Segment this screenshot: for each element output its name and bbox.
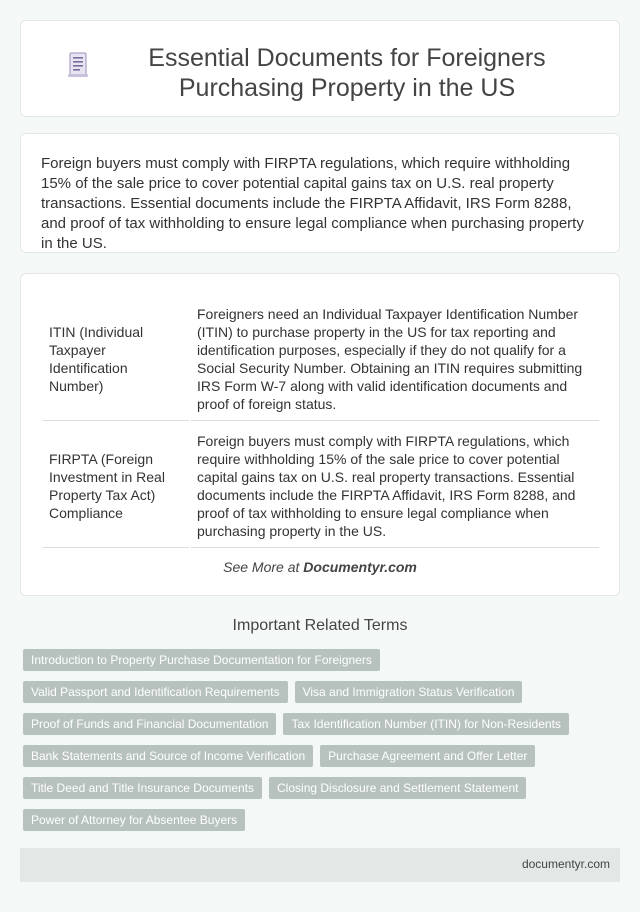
see-more-site: Documentyr.com <box>303 559 417 575</box>
term-cell: FIRPTA (Foreign Investment in Real Property Tax Act) Compliance <box>43 423 189 548</box>
footer <box>20 848 620 882</box>
see-more-link[interactable] <box>21 559 619 575</box>
related-term-tag[interactable]: Visa and Immigration Status Verification <box>295 681 523 703</box>
intro-card <box>20 133 620 253</box>
terms-table-card <box>20 273 620 596</box>
related-term-tag[interactable]: Bank Statements and Source of Income Verification <box>23 745 313 767</box>
title-card <box>20 20 620 117</box>
related-term-tag[interactable]: Title Deed and Title Insurance Documents <box>23 777 262 799</box>
related-term-tag[interactable]: Introduction to Property Purchase Documentation for Foreigners <box>23 649 380 671</box>
description-cell: Foreign buyers must comply with FIRPTA regulations, which require withholding 15% of the sale price to cover potential capital gains tax on U.S. real property transactions. Essential documents include the FIRPTA Affidavit, IRS Form 8288, and proof of tax withholding to ensure legal compliance when purchasing property in the US. <box>191 423 599 548</box>
related-term-tag[interactable]: Tax Identification Number (ITIN) for Non-Residents <box>283 713 568 735</box>
term-cell: ITIN (Individual Taxpayer Identification Number) <box>43 296 189 421</box>
related-term-tag[interactable]: Valid Passport and Identification Requirements <box>23 681 288 703</box>
see-more-prefix: See More at <box>223 559 304 575</box>
related-term-tag[interactable]: Purchase Agreement and Offer Letter <box>320 745 535 767</box>
related-term-tag[interactable]: Power of Attorney for Absentee Buyers <box>23 809 245 831</box>
related-term-tag[interactable]: Proof of Funds and Financial Documentation <box>23 713 276 735</box>
intro-paragraph: Foreign buyers must comply with FIRPTA regulations, which require withholding 15% of the sale price to cover potential capital gains tax on U.S. real property transactions. Essential documents include the FIRPTA Affidavit, IRS Form 8288, and proof of tax withholding to ensure legal compliance when purchasing property in the US. <box>41 155 584 252</box>
related-terms-list <box>23 649 583 831</box>
footer-site-link[interactable]: documentyr.com <box>521 857 610 871</box>
page-title: Essential Documents for Foreigners Purchasing Property in the US <box>148 44 546 102</box>
table-row <box>43 423 599 548</box>
terms-table <box>41 294 601 550</box>
table-row <box>43 296 599 421</box>
related-terms-heading: Important Related Terms <box>232 617 408 634</box>
related-term-tag[interactable]: Closing Disclosure and Settlement Statement <box>269 777 526 799</box>
description-cell: Foreigners need an Individual Taxpayer Identification Number (ITIN) to purchase property in the US for tax reporting and identification purposes, especially if they do not qualify for a Social Security Number. Obtaining an ITIN requires submitting IRS Form W-7 along with valid identification documents and proof of foreign status. <box>191 296 599 421</box>
